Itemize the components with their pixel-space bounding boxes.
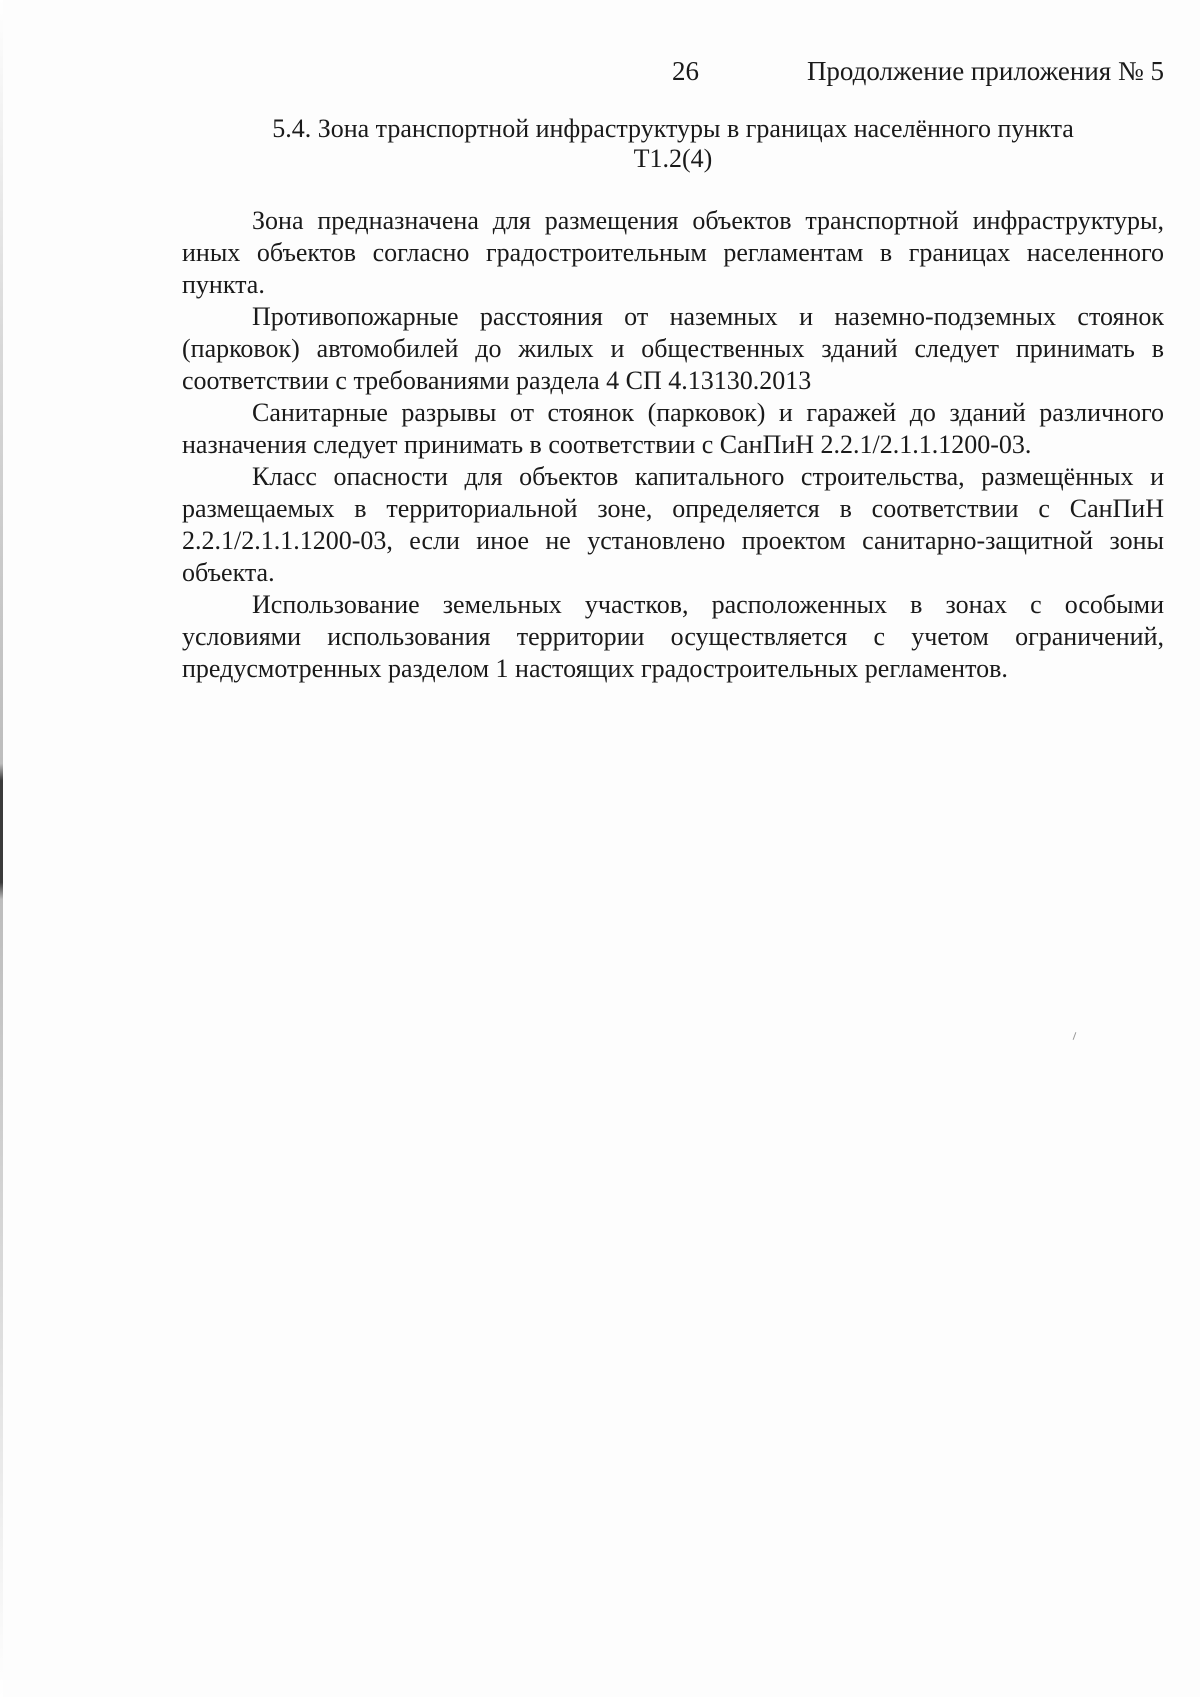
paragraph-land-use: Использование земельных участков, расположенных в зонах с особыми условиями использования территории осуществляется с учетом ограничений, предусмотренных разделом 1 настоящих градостроительных регламентов. [182,590,1164,683]
section-title-line-1: 5.4. Зона транспортной инфраструктуры в границах населённого пункта [272,114,1074,143]
paragraph-hazard-class: Класс опасности для объектов капитального строительства, размещённых и размещаемых в территориальной зоне, определяется в соответствии с СанПиН 2.2.1/2.1.1.1200-03, если иное не установлено проектом санитарно-защитной зоны объекта. [182,462,1164,587]
paragraph-fire-distances: Противопожарные расстояния от наземных и наземно-подземных стоянок (парковок) автомобилей до жилых и общественных зданий следует принимать в соответствии с требованиями раздела 4 СП 4.13130.2013 [182,302,1164,395]
page-header [182,56,1164,96]
appendix-note: Продолжение приложения № 5 [806,56,1164,86]
section-title-line-2: Т1.2(4) [633,144,713,173]
paragraph-zone-purpose: Зона предназначена для размещения объектов транспортной инфраструктуры, иных объектов согласно градостроительным регламентам в границах населенного пункта. [182,206,1164,299]
scan-artifact-mark [1073,1032,1077,1040]
page-number: 26 [672,56,699,86]
body-text [182,205,1164,685]
paragraph-sanitary-gaps: Санитарные разрывы от стоянок (парковок) и гаражей до зданий различного назначения следует принимать в соответствии с СанПиН 2.2.1/2.1.1.1200-03. [182,398,1164,459]
section-title [182,114,1164,174]
scan-edge-shadow [0,0,3,1697]
